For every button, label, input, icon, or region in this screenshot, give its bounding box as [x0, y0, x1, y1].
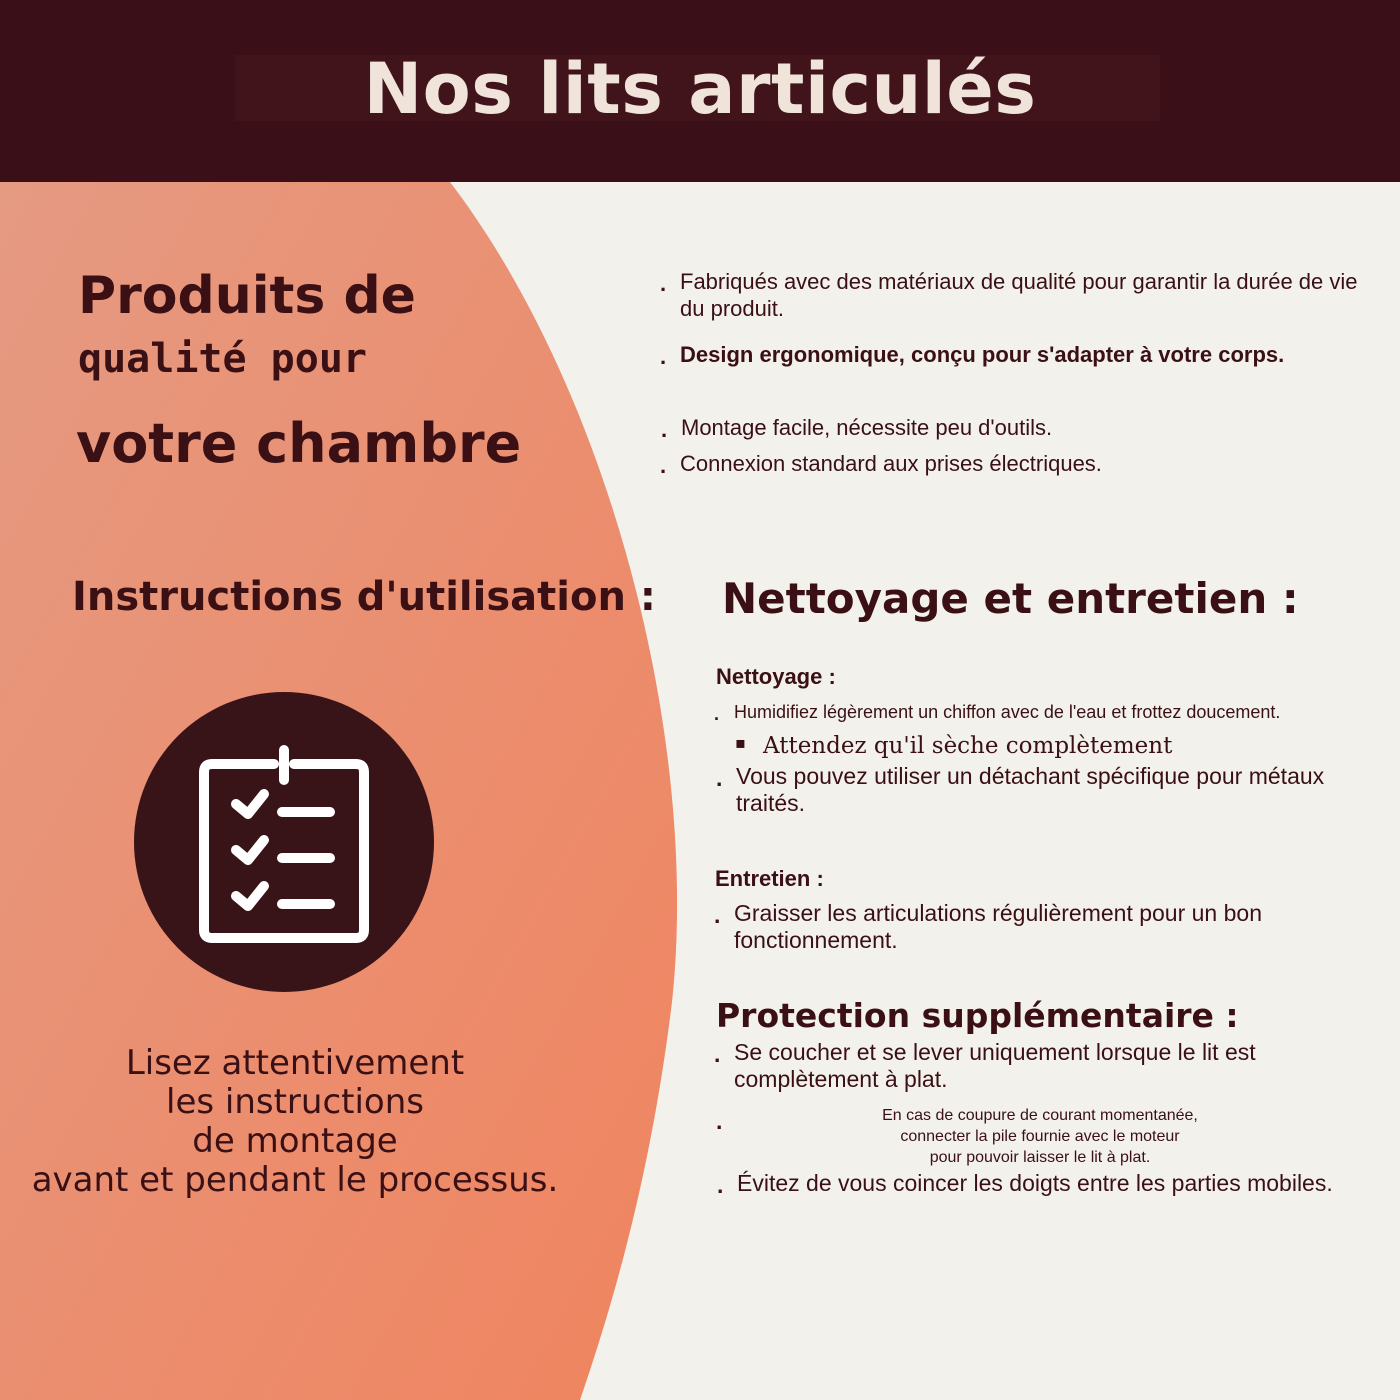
entretien-item-1: Graisser les articulations régulièrement pour un bon fonctionnement.: [734, 900, 1262, 953]
list-item: [714, 1039, 1294, 1093]
icon-circle: [134, 692, 434, 992]
bullet-dot: .: [714, 704, 720, 724]
list-item: [714, 701, 1374, 724]
feature-text: Montage facile, nécessite peu d'outils.: [681, 415, 1053, 440]
instructions-line: les instructions: [166, 1082, 424, 1122]
nettoyage-heading: Nettoyage :: [716, 664, 836, 689]
cleaning-title: Nettoyage et entretien :: [722, 574, 1299, 623]
protection-title: Protection supplémentaire :: [716, 996, 1239, 1035]
list-item: [660, 268, 1380, 322]
bullet-dot: .: [716, 765, 723, 791]
list-item: [660, 450, 1380, 478]
bullet-dot: .: [714, 1041, 721, 1067]
feature-text: Design ergonomique, conçu pour s'adapter à votre corps.: [680, 342, 1285, 367]
instructions-title: Instructions d'utilisation :: [72, 574, 656, 620]
list-item: [660, 342, 1300, 369]
page-title: Nos lits articulés: [363, 48, 1037, 130]
bullet-dot: .: [660, 344, 667, 369]
nettoyage-item-1: Humidifiez légèrement un chiffon avec de l'eau et frottez doucement.: [734, 702, 1281, 722]
protection-item-3: Évitez de vous coincer les doigts entre les parties mobiles.: [737, 1170, 1333, 1196]
list-item: [716, 763, 1391, 817]
instructions-text: [30, 1044, 560, 1200]
bullet-dot: .: [716, 1108, 723, 1134]
bullet-dot: .: [714, 902, 721, 928]
instructions-line: avant et pendant le processus.: [31, 1160, 559, 1200]
checklist-icon: [134, 692, 434, 992]
list-item: [661, 414, 1381, 442]
hero-line-1: Produits de: [78, 266, 416, 326]
hero-line-3: votre chambre: [76, 412, 522, 475]
feature-text: Fabriqués avec des matériaux de qualité pour garantir la durée de vie du produit.: [680, 269, 1358, 321]
bullet-dot: .: [661, 417, 668, 442]
nettoyage-subitem: Attendez qu'il sèche complètement: [763, 733, 1173, 759]
list-item: [717, 1170, 1397, 1198]
protection-note-line: pour pouvoir laisser le lit à plat.: [929, 1149, 1151, 1166]
protection-item-2: [840, 1105, 1240, 1168]
bullet-dot: .: [717, 1172, 724, 1198]
header-banner: [0, 0, 1400, 182]
bullet-dot: .: [660, 453, 667, 478]
protection-item-1: Se coucher et se lever uniquement lorsque le lit est complètement à plat.: [734, 1039, 1256, 1092]
list-item: [714, 900, 1334, 954]
list-item: [735, 733, 1363, 759]
hero-line-2: qualité pour: [78, 336, 367, 382]
entretien-heading: Entretien :: [715, 866, 824, 891]
square-bullet: ▪: [735, 733, 746, 752]
protection-note-line: En cas de coupure de courant momentanée,: [882, 1107, 1198, 1124]
nettoyage-item-2: Vous pouvez utiliser un détachant spécifique pour métaux traités.: [736, 763, 1325, 816]
protection-note-line: connecter la pile fournie avec le moteur: [900, 1128, 1180, 1145]
feature-text: Connexion standard aux prises électriques.: [680, 451, 1102, 476]
instructions-line: de montage: [192, 1121, 398, 1161]
bullet-dot: .: [660, 271, 667, 296]
instructions-line: Lisez attentivement: [125, 1043, 465, 1083]
